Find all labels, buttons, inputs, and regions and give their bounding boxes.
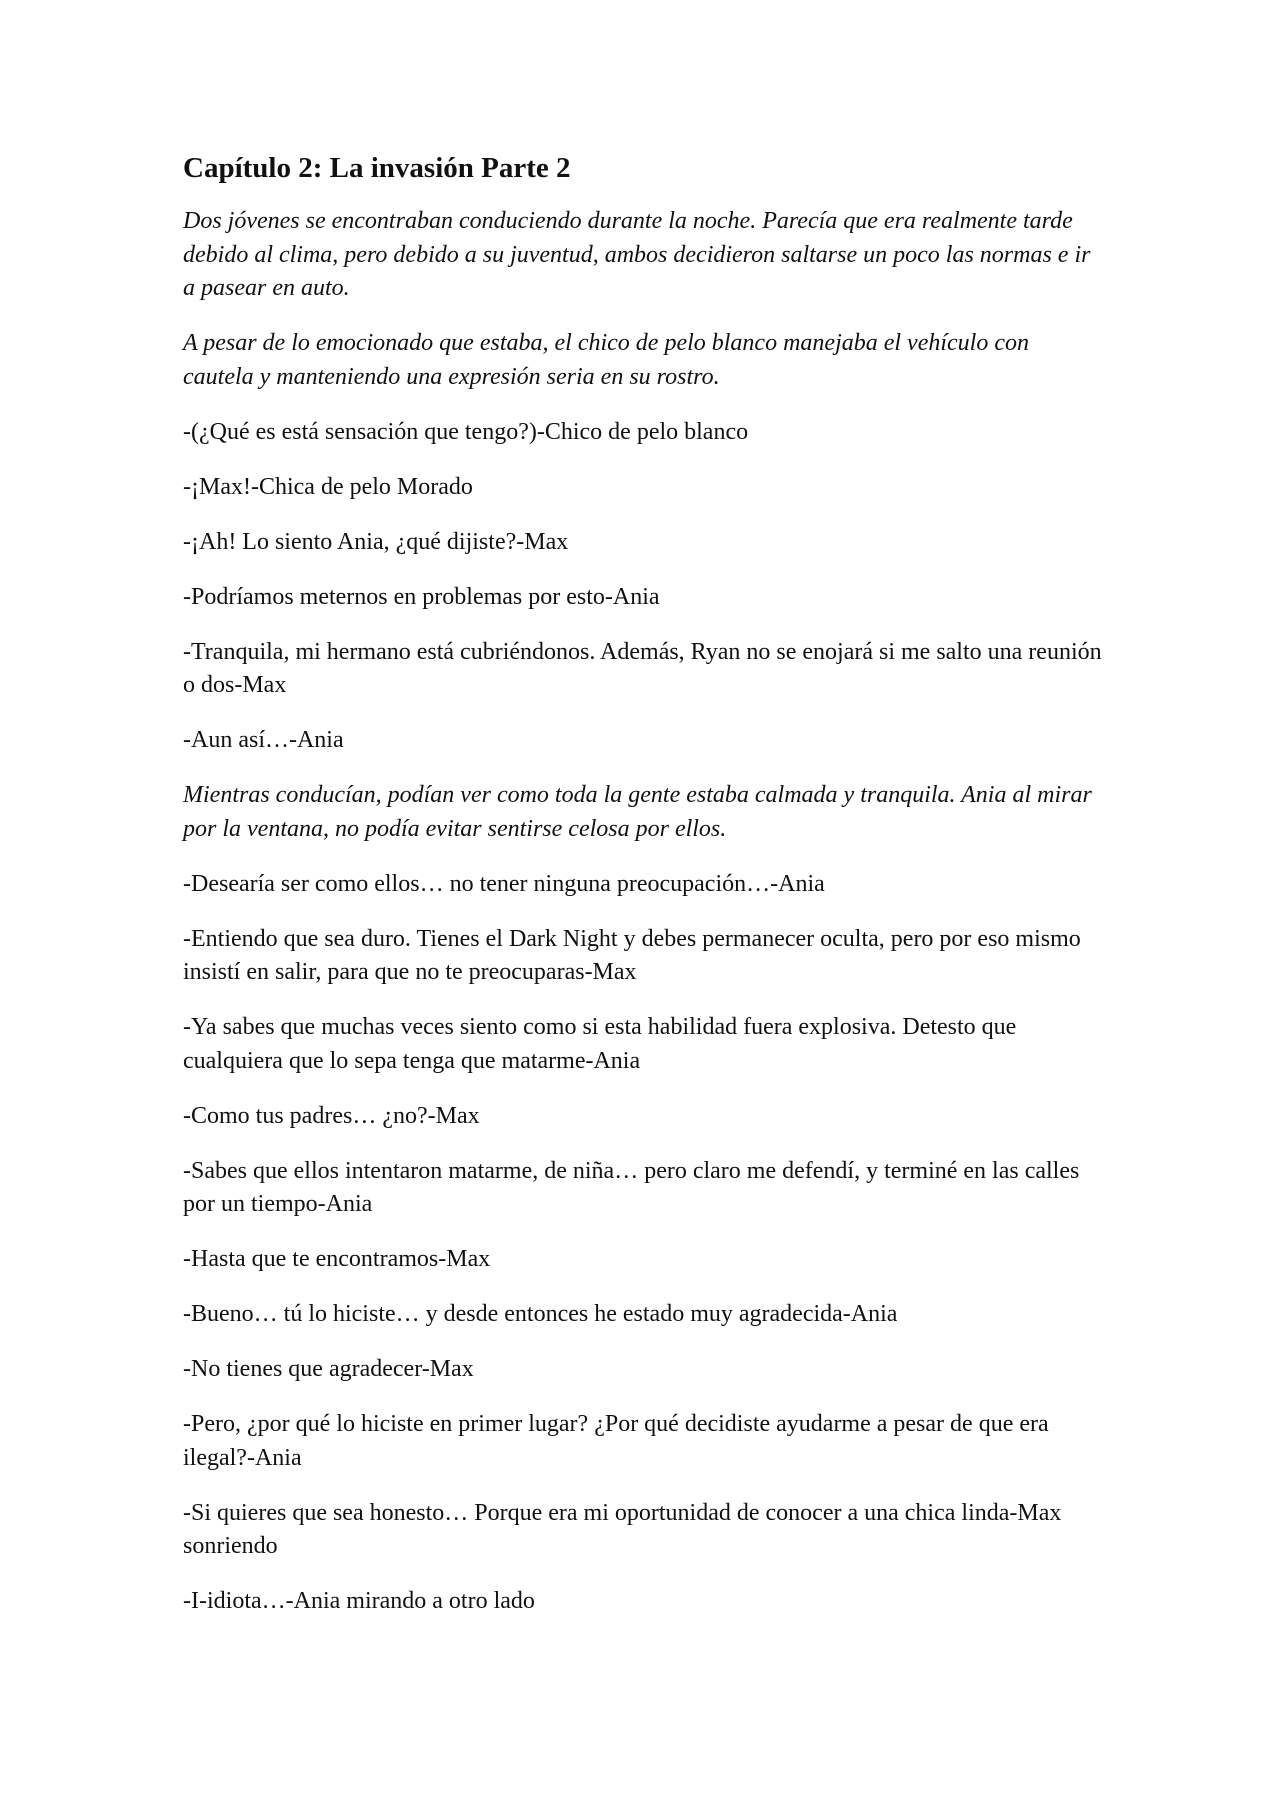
narration-paragraph: Dos jóvenes se encontraban conduciendo durante la noche. Parecía que era realmente tarde debido al clima, pero debido a su juventud, ambos decidieron saltarse un poco las normas e ir a pasear en auto. — [183, 208, 1091, 301]
chapter-title: Capítulo 2: La invasión Parte 2 — [183, 152, 571, 184]
dialogue-line: -Sabes que ellos intentaron matarme, de niña… pero claro me defendí, y terminé en las calles por un tiempo-Ania — [183, 1157, 1080, 1217]
narration-paragraph: A pesar de lo emocionado que estaba, el chico de pelo blanco manejaba el vehículo con cautela y manteniendo una expresión seria en su rostro. — [183, 330, 1029, 390]
dialogue-line: -No tienes que agradecer-Max — [183, 1356, 474, 1382]
dialogue-line: -Si quieres que sea honesto… Porque era mi oportunidad de conocer a una chica linda-Max sonriendo — [183, 1499, 1062, 1559]
dialogue-line: -Podríamos meternos en problemas por esto-Ania — [183, 583, 660, 610]
dialogue-line: -Desearía ser como ellos… no tener ninguna preocupación…-Ania — [183, 870, 825, 897]
dialogue-line: -Ya sabes que muchas veces siento como si esta habilidad fuera explosiva. Detesto que cualquiera que lo sepa tenga que matarme-Ania — [183, 1014, 1017, 1074]
dialogue-line: -I-idiota…-Ania mirando a otro lado — [183, 1588, 535, 1614]
dialogue-line: -Bueno… tú lo hiciste… y desde entonces he estado muy agradecida-Ania — [183, 1301, 898, 1327]
dialogue-line: -Aun así…-Ania — [183, 727, 344, 753]
dialogue-line: -Entiendo que sea duro. Tienes el Dark Night y debes permanecer oculta, pero por eso mismo insistí en salir, para que no te preocuparas-Max — [183, 925, 1081, 985]
dialogue-line: -Pero, ¿por qué lo hiciste en primer lugar? ¿Por qué decidiste ayudarme a pesar de que era ilegal?-Ania — [183, 1411, 1049, 1471]
dialogue-line: -Como tus padres… ¿no?-Max — [183, 1102, 480, 1129]
dialogue-line: -Hasta que te encontramos-Max — [183, 1246, 491, 1272]
document-body — [183, 150, 1103, 1640]
dialogue-line: -(¿Qué es está sensación que tengo?)-Chico de pelo blanco — [183, 418, 749, 445]
dialogue-line: -Tranquila, mi hermano está cubriéndonos. Además, Ryan no se enojará si me salto una reunión o dos-Max — [183, 638, 1102, 698]
narration-paragraph: Mientras conducían, podían ver como toda la gente estaba calmada y tranquila. Ania al mirar por la ventana, no podía evitar sentirse celosa por ellos. — [183, 782, 1092, 842]
dialogue-line: -¡Max!-Chica de pelo Morado — [183, 473, 473, 500]
dialogue-line: -¡Ah! Lo siento Ania, ¿qué dijiste?-Max — [183, 528, 569, 555]
